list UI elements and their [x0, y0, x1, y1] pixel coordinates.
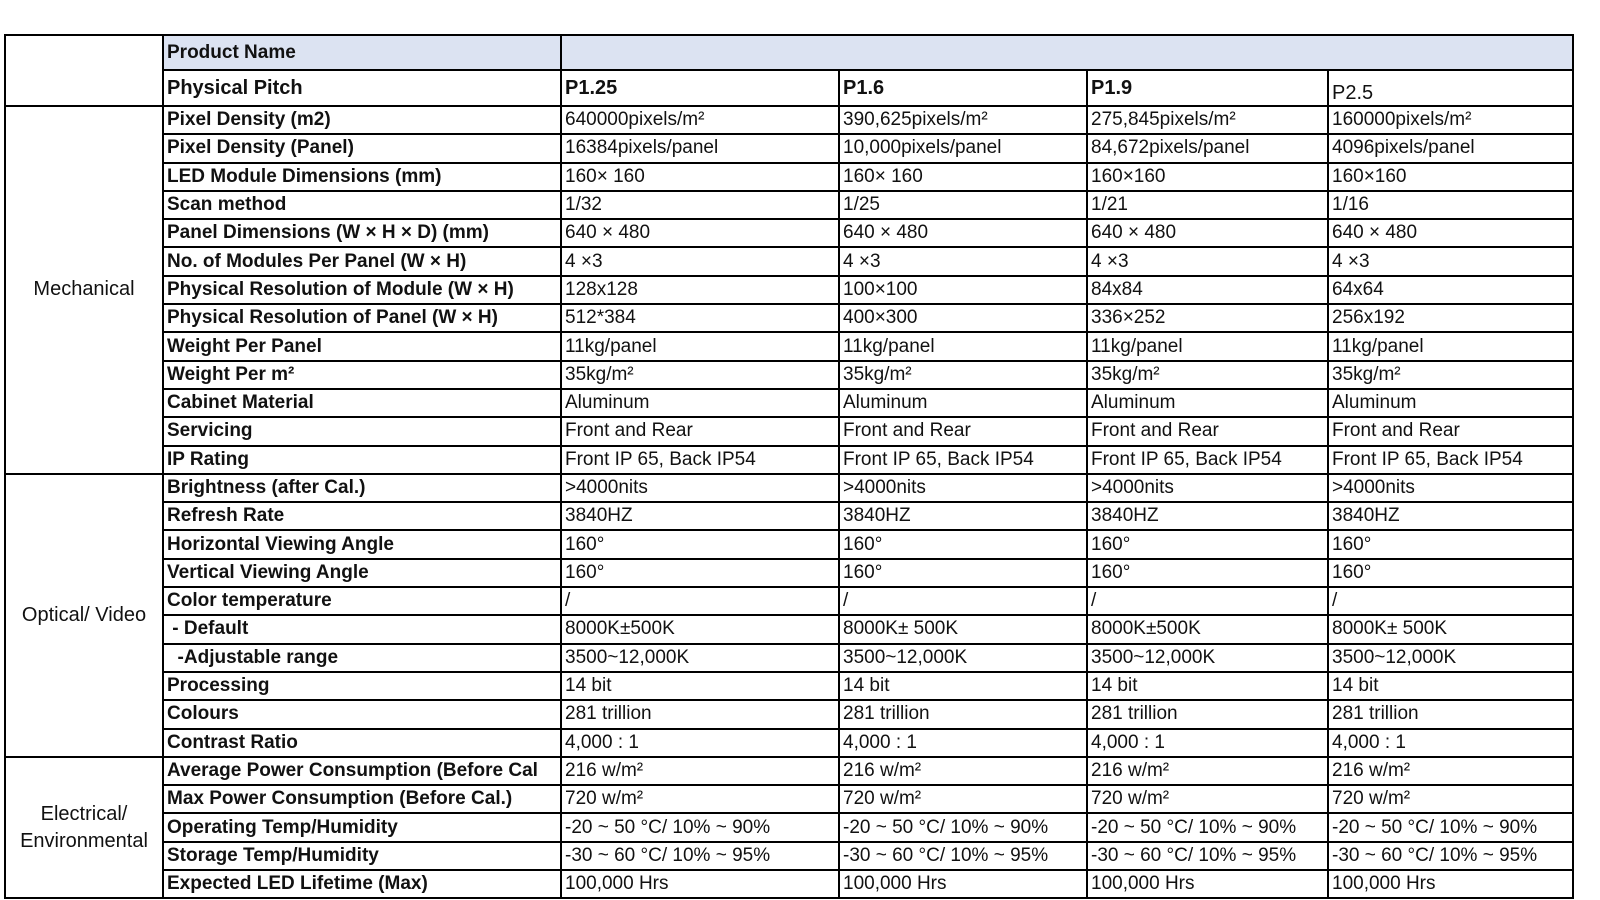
spec-value: 4,000 : 1 [1087, 729, 1328, 757]
spec-value: 4 ×3 [561, 247, 839, 275]
table-row [5, 587, 1573, 615]
spec-value: 160° [1087, 559, 1328, 587]
spec-value: 720 w/m² [839, 785, 1087, 813]
product-name-row [5, 35, 1573, 70]
corner-cell [5, 35, 163, 106]
spec-value: 100,000 Hrs [839, 870, 1087, 898]
spec-value: 100,000 Hrs [1328, 870, 1573, 898]
spec-label: Pixel Density (Panel) [163, 134, 561, 162]
group-label: Mechanical [5, 106, 163, 474]
spec-value: -30 ~ 60 °C/ 10% ~ 95% [561, 842, 839, 870]
spec-label: Servicing [163, 417, 561, 445]
spec-label: - Default [163, 615, 561, 643]
spec-value: 8000K± 500K [1328, 615, 1573, 643]
spec-value: Front IP 65, Back IP54 [1328, 446, 1573, 474]
spec-value: / [1328, 587, 1573, 615]
spec-value: Aluminum [1328, 389, 1573, 417]
spec-value: -30 ~ 60 °C/ 10% ~ 95% [839, 842, 1087, 870]
spec-value: 720 w/m² [1087, 785, 1328, 813]
spec-value: Front and Rear [1087, 417, 1328, 445]
spec-value: 1/21 [1087, 191, 1328, 219]
spec-value: 4 ×3 [839, 247, 1087, 275]
table-row [5, 559, 1573, 587]
spec-value: 640 × 480 [561, 219, 839, 247]
spec-value: 64x64 [1328, 276, 1573, 304]
table-row [5, 417, 1573, 445]
spec-value: 216 w/m² [1087, 757, 1328, 785]
spec-value: 4,000 : 1 [561, 729, 839, 757]
spec-label: Max Power Consumption (Before Cal.) [163, 785, 561, 813]
spec-value: 35kg/m² [1328, 361, 1573, 389]
spec-value: 11kg/panel [561, 332, 839, 360]
spec-label: Pixel Density (m2) [163, 106, 561, 134]
spec-table [4, 34, 1574, 899]
spec-table-body [5, 35, 1573, 898]
spec-value: >4000nits [1328, 474, 1573, 502]
table-row [5, 219, 1573, 247]
spec-value: 8000K± 500K [839, 615, 1087, 643]
spec-label: IP Rating [163, 446, 561, 474]
spec-value: Front and Rear [561, 417, 839, 445]
table-row [5, 106, 1573, 134]
spec-label: Refresh Rate [163, 502, 561, 530]
spec-value: 84x84 [1087, 276, 1328, 304]
spec-value: 16384pixels/panel [561, 134, 839, 162]
group-label: Optical/ Video [5, 474, 163, 757]
spec-value: Front IP 65, Back IP54 [839, 446, 1087, 474]
table-row [5, 163, 1573, 191]
table-row [5, 502, 1573, 530]
spec-value: 512*384 [561, 304, 839, 332]
spec-value: >4000nits [561, 474, 839, 502]
spec-label: Color temperature [163, 587, 561, 615]
table-row [5, 332, 1573, 360]
table-row [5, 644, 1573, 672]
spec-value: 160×160 [1328, 163, 1573, 191]
group-label: Electrical/ Environmental [5, 757, 163, 898]
spec-value: / [839, 587, 1087, 615]
spec-label: Horizontal Viewing Angle [163, 530, 561, 558]
spec-label: Cabinet Material [163, 389, 561, 417]
spec-value: 3840HZ [839, 502, 1087, 530]
spec-value: 160° [561, 530, 839, 558]
spec-value: 720 w/m² [1328, 785, 1573, 813]
pitch-p4: P2.5 [1328, 70, 1573, 106]
table-row [5, 191, 1573, 219]
spec-label: Scan method [163, 191, 561, 219]
spec-value: 10,000pixels/panel [839, 134, 1087, 162]
spec-label: Average Power Consumption (Before Cal [163, 757, 561, 785]
spec-value: 281 trillion [1328, 700, 1573, 728]
spec-value: 400×300 [839, 304, 1087, 332]
spec-value: 14 bit [561, 672, 839, 700]
spec-label: LED Module Dimensions (mm) [163, 163, 561, 191]
spec-value: 1/32 [561, 191, 839, 219]
spec-value: / [1087, 587, 1328, 615]
spec-value: 160° [1328, 559, 1573, 587]
spec-value: 281 trillion [839, 700, 1087, 728]
spec-value: 640 × 480 [1087, 219, 1328, 247]
spec-label: No. of Modules Per Panel (W × H) [163, 247, 561, 275]
spec-value: 100×100 [839, 276, 1087, 304]
spec-value: 160° [1087, 530, 1328, 558]
pitch-p1: P1.25 [561, 70, 839, 106]
spec-label: Colours [163, 700, 561, 728]
table-row [5, 615, 1573, 643]
spec-value: 14 bit [1087, 672, 1328, 700]
table-row [5, 672, 1573, 700]
spec-value: 216 w/m² [561, 757, 839, 785]
spec-value: 256x192 [1328, 304, 1573, 332]
spec-value: 14 bit [839, 672, 1087, 700]
table-row [5, 446, 1573, 474]
spec-label: Operating Temp/Humidity [163, 813, 561, 841]
table-row [5, 474, 1573, 502]
spec-label: Physical Resolution of Panel (W × H) [163, 304, 561, 332]
spec-value: 1/25 [839, 191, 1087, 219]
spec-value: 11kg/panel [1087, 332, 1328, 360]
spec-label: Contrast Ratio [163, 729, 561, 757]
table-row [5, 813, 1573, 841]
spec-value: 390,625pixels/m² [839, 106, 1087, 134]
spec-value: 640 × 480 [839, 219, 1087, 247]
spec-value: 14 bit [1328, 672, 1573, 700]
spec-value: 160° [1328, 530, 1573, 558]
spec-value: 4 ×3 [1087, 247, 1328, 275]
spec-value: Aluminum [1087, 389, 1328, 417]
table-row [5, 247, 1573, 275]
spec-value: 4 ×3 [1328, 247, 1573, 275]
spec-value: Front and Rear [839, 417, 1087, 445]
table-row [5, 304, 1573, 332]
table-row [5, 700, 1573, 728]
spec-value: Aluminum [561, 389, 839, 417]
table-row [5, 785, 1573, 813]
spec-value: 160× 160 [561, 163, 839, 191]
spec-value: 3500~12,000K [1087, 644, 1328, 672]
spec-value: 160×160 [1087, 163, 1328, 191]
spec-value: 275,845pixels/m² [1087, 106, 1328, 134]
table-row [5, 361, 1573, 389]
spec-value: 720 w/m² [561, 785, 839, 813]
spec-label: Panel Dimensions (W × H × D) (mm) [163, 219, 561, 247]
spec-label: Processing [163, 672, 561, 700]
spec-value: Front IP 65, Back IP54 [561, 446, 839, 474]
spec-value: -20 ~ 50 °C/ 10% ~ 90% [1087, 813, 1328, 841]
spec-value: -30 ~ 60 °C/ 10% ~ 95% [1087, 842, 1328, 870]
spec-label: -Adjustable range [163, 644, 561, 672]
table-row [5, 276, 1573, 304]
spec-value: -20 ~ 50 °C/ 10% ~ 90% [561, 813, 839, 841]
spec-value: 160× 160 [839, 163, 1087, 191]
pitch-label: Physical Pitch [163, 70, 561, 106]
spec-value: 3840HZ [1087, 502, 1328, 530]
spec-value: 640 × 480 [1328, 219, 1573, 247]
spec-value: 128x128 [561, 276, 839, 304]
spec-value: 640000pixels/m² [561, 106, 839, 134]
table-row [5, 134, 1573, 162]
spec-label: Vertical Viewing Angle [163, 559, 561, 587]
spec-value: 4,000 : 1 [1328, 729, 1573, 757]
spec-value: 3500~12,000K [561, 644, 839, 672]
spec-label: Weight Per m² [163, 361, 561, 389]
product-name-value [561, 35, 1573, 70]
spec-value: 281 trillion [561, 700, 839, 728]
spec-value: 160° [839, 530, 1087, 558]
spec-value: / [561, 587, 839, 615]
spec-value: 35kg/m² [1087, 361, 1328, 389]
pitch-p3: P1.9 [1087, 70, 1328, 106]
spec-value: 8000K±500K [1087, 615, 1328, 643]
pitch-p2: P1.6 [839, 70, 1087, 106]
spec-value: Front IP 65, Back IP54 [1087, 446, 1328, 474]
spec-value: 8000K±500K [561, 615, 839, 643]
spec-value: 3500~12,000K [1328, 644, 1573, 672]
spec-value: 84,672pixels/panel [1087, 134, 1328, 162]
table-row [5, 870, 1573, 898]
spec-value: 160° [561, 559, 839, 587]
spec-label: Storage Temp/Humidity [163, 842, 561, 870]
spec-value: 11kg/panel [839, 332, 1087, 360]
spec-value: 35kg/m² [839, 361, 1087, 389]
spec-value: 281 trillion [1087, 700, 1328, 728]
spec-value: -20 ~ 50 °C/ 10% ~ 90% [839, 813, 1087, 841]
spec-value: Aluminum [839, 389, 1087, 417]
spec-value: 216 w/m² [839, 757, 1087, 785]
spec-value: Front and Rear [1328, 417, 1573, 445]
spec-value: >4000nits [839, 474, 1087, 502]
pitch-row [5, 70, 1573, 106]
spec-value: 160° [839, 559, 1087, 587]
spec-label: Brightness (after Cal.) [163, 474, 561, 502]
spec-label: Expected LED Lifetime (Max) [163, 870, 561, 898]
spec-value: 1/16 [1328, 191, 1573, 219]
table-row [5, 757, 1573, 785]
spec-label: Physical Resolution of Module (W × H) [163, 276, 561, 304]
spec-value: 11kg/panel [1328, 332, 1573, 360]
spec-value: 3500~12,000K [839, 644, 1087, 672]
spec-label: Weight Per Panel [163, 332, 561, 360]
spec-value: -20 ~ 50 °C/ 10% ~ 90% [1328, 813, 1573, 841]
spec-value: >4000nits [1087, 474, 1328, 502]
spec-value: 100,000 Hrs [1087, 870, 1328, 898]
spec-value: 4,000 : 1 [839, 729, 1087, 757]
spec-value: 100,000 Hrs [561, 870, 839, 898]
product-name-label: Product Name [163, 35, 561, 70]
table-row [5, 729, 1573, 757]
table-row [5, 530, 1573, 558]
spec-value: 35kg/m² [561, 361, 839, 389]
spec-value: 4096pixels/panel [1328, 134, 1573, 162]
spec-value: 216 w/m² [1328, 757, 1573, 785]
spec-value: 3840HZ [561, 502, 839, 530]
spec-value: 160000pixels/m² [1328, 106, 1573, 134]
spec-value: -30 ~ 60 °C/ 10% ~ 95% [1328, 842, 1573, 870]
table-row [5, 842, 1573, 870]
spec-value: 336×252 [1087, 304, 1328, 332]
spec-value: 3840HZ [1328, 502, 1573, 530]
table-row [5, 389, 1573, 417]
